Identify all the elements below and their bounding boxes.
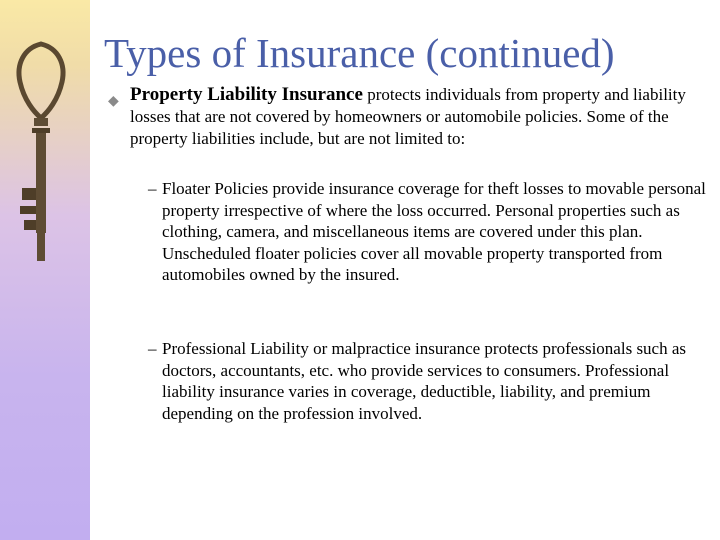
main-bullet-lead: Property Liability Insurance [130,84,363,105]
main-bullet [130,84,690,150]
dash-marker: – [148,339,157,358]
dash-marker: – [148,179,157,198]
sub-bullet-professional [128,338,708,448]
decorative-sidebar [0,0,90,540]
sub-bullet-floater [128,178,708,308]
diamond-bullet-icon: ◆ [108,94,119,109]
old-key-icon [10,38,72,268]
main-bullet-text: protects individuals from property and liability losses that are not covered by homeowners or automobile policies. Some of the property liabilities include, but are not limited to: [130,85,686,148]
sub-bullet-text: Floater Policies provide insurance coverage for theft losses to movable personal property irrespective of where the loss occurred. Personal properties such as clothing, camera, and miscellaneous items are covered under this plan. Unscheduled floater policies cover all movable property transported from automobiles owned by the insured. [162,179,706,285]
slide-title: Types of Insurance (continued) [104,30,615,76]
sub-bullet-text: Professional Liability or malpractice insurance protects professionals such as doctors, accountants, etc. who provide services to consumers. Professional liability insurance varies in coverage, deductible, liability, and premium depending on the profession involved. [162,339,687,423]
